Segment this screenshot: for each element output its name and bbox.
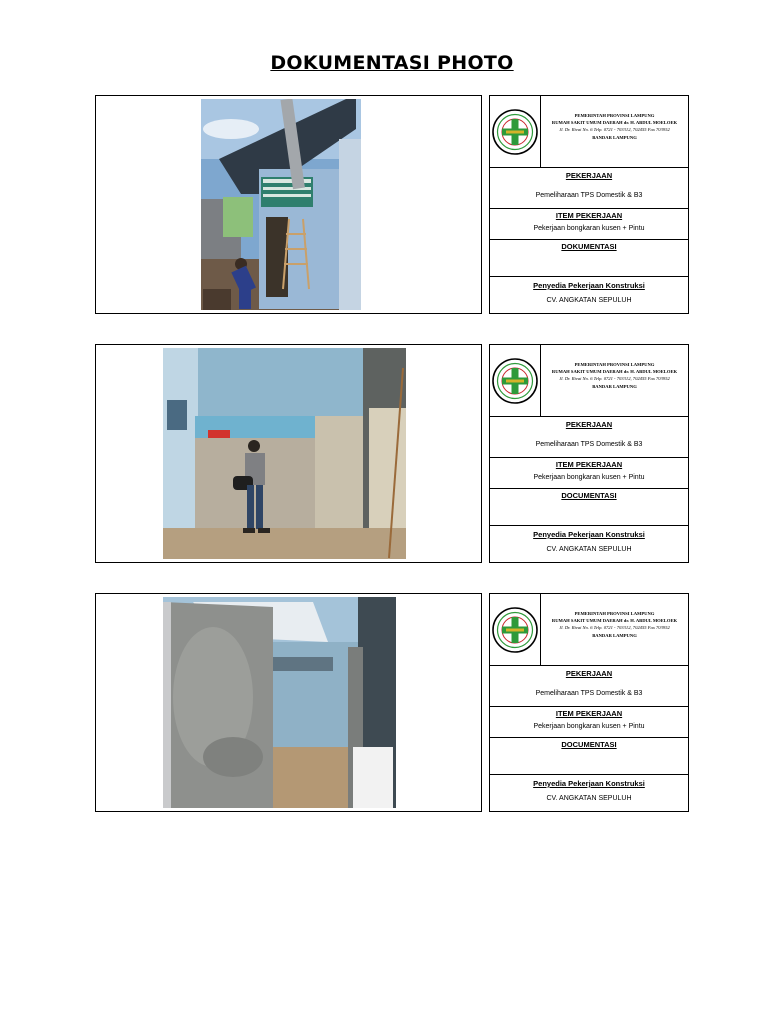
dokumentasi-section bbox=[490, 240, 688, 277]
dokumentasi-section bbox=[490, 738, 688, 775]
penyedia-section bbox=[490, 526, 688, 562]
photo-frame bbox=[95, 95, 482, 314]
org-line-1: PEMERINTAH PROVINSI LAMPUNG bbox=[574, 362, 655, 367]
info-panel bbox=[489, 95, 689, 314]
item-label: ITEM PEKERJAAN bbox=[555, 460, 623, 469]
item-value: Pekerjaan bongkaran kusen + Pintu bbox=[533, 474, 645, 481]
dokumentasi-section bbox=[490, 489, 688, 526]
item-section bbox=[490, 707, 688, 738]
org-line-2: RUMAH SAKIT UMUM DAERAH dr. H. ABDUL MOELOEK bbox=[551, 369, 678, 375]
info-panel bbox=[489, 344, 689, 563]
hospital-logo-icon bbox=[492, 607, 538, 653]
pekerjaan-label: PEKERJAAN bbox=[565, 669, 613, 678]
org-line-1: PEMERINTAH PROVINSI LAMPUNG bbox=[574, 113, 655, 118]
org-line-3: Jl. Dr. Rivai No. 6 Telp. 0721 - 703312, 702455 Fax 703952 bbox=[559, 127, 670, 133]
photo-opening-interior bbox=[163, 597, 396, 808]
item-label: ITEM PEKERJAAN bbox=[555, 211, 623, 220]
item-value: Pekerjaan bongkaran kusen + Pintu bbox=[533, 723, 645, 730]
info-panel bbox=[489, 593, 689, 812]
org-line-4: BANDAR LAMPUNG bbox=[592, 632, 637, 638]
pekerjaan-section bbox=[490, 168, 688, 209]
pekerjaan-value: Pemeliharaan TPS Domestik & B3 bbox=[535, 690, 643, 697]
penyedia-section bbox=[490, 775, 688, 811]
org-line-3: Jl. Dr. Rivai No. 6 Telp. 0721 - 703312, 702455 Fax 703952 bbox=[559, 625, 670, 631]
penyedia-section bbox=[490, 277, 688, 313]
photo-frame bbox=[95, 593, 482, 812]
penyedia-value: CV. ANGKATAN SEPULUH bbox=[546, 795, 632, 802]
org-line-4: BANDAR LAMPUNG bbox=[592, 134, 637, 140]
photo-frame bbox=[95, 344, 482, 563]
dokumentasi-label: DOCUMENTASI bbox=[561, 740, 617, 749]
logo-cell bbox=[490, 96, 541, 167]
penyedia-label: Penyedia Pekerjaan Konstruksi bbox=[533, 779, 645, 788]
logo-cell bbox=[490, 594, 541, 665]
letterhead bbox=[490, 594, 688, 666]
dokumentasi-label: DOCUMENTASI bbox=[561, 491, 617, 500]
documentation-row bbox=[95, 344, 689, 563]
org-line-2: RUMAH SAKIT UMUM DAERAH dr. H. ABDUL MOELOEK bbox=[551, 120, 678, 126]
documentation-row bbox=[95, 593, 689, 812]
org-line-3: Jl. Dr. Rivai No. 6 Telp. 0721 - 703312, 702455 Fax 703952 bbox=[559, 376, 670, 382]
logo-cell bbox=[490, 345, 541, 416]
letterhead bbox=[490, 96, 688, 168]
org-line-1: PEMERINTAH PROVINSI LAMPUNG bbox=[574, 611, 655, 616]
penyedia-label: Penyedia Pekerjaan Konstruksi bbox=[533, 281, 645, 290]
dokumentasi-label: DOKUMENTASI bbox=[561, 242, 617, 251]
organization-block bbox=[541, 610, 688, 639]
item-section bbox=[490, 458, 688, 489]
penyedia-label: Penyedia Pekerjaan Konstruksi bbox=[533, 530, 645, 539]
photo-building-exterior bbox=[201, 99, 361, 310]
penyedia-value: CV. ANGKATAN SEPULUH bbox=[546, 546, 632, 553]
item-section bbox=[490, 209, 688, 240]
hospital-logo-icon bbox=[492, 358, 538, 404]
penyedia-value: CV. ANGKATAN SEPULUH bbox=[546, 297, 632, 304]
hospital-logo-icon bbox=[492, 109, 538, 155]
item-label: ITEM PEKERJAAN bbox=[555, 709, 623, 718]
letterhead bbox=[490, 345, 688, 417]
pekerjaan-label: PEKERJAAN bbox=[565, 420, 613, 429]
item-value: Pekerjaan bongkaran kusen + Pintu bbox=[533, 225, 645, 232]
photo-doorway-worker bbox=[163, 348, 406, 559]
pekerjaan-value: Pemeliharaan TPS Domestik & B3 bbox=[535, 441, 643, 448]
org-line-4: BANDAR LAMPUNG bbox=[592, 383, 637, 389]
pekerjaan-label: PEKERJAAN bbox=[565, 171, 613, 180]
documentation-row bbox=[95, 95, 689, 314]
page-title: DOKUMENTASI PHOTO bbox=[270, 52, 514, 74]
organization-block bbox=[541, 112, 688, 141]
pekerjaan-section bbox=[490, 417, 688, 458]
org-line-2: RUMAH SAKIT UMUM DAERAH dr. H. ABDUL MOELOEK bbox=[551, 618, 678, 624]
pekerjaan-section bbox=[490, 666, 688, 707]
pekerjaan-value: Pemeliharaan TPS Domestik & B3 bbox=[535, 192, 643, 199]
organization-block bbox=[541, 361, 688, 390]
